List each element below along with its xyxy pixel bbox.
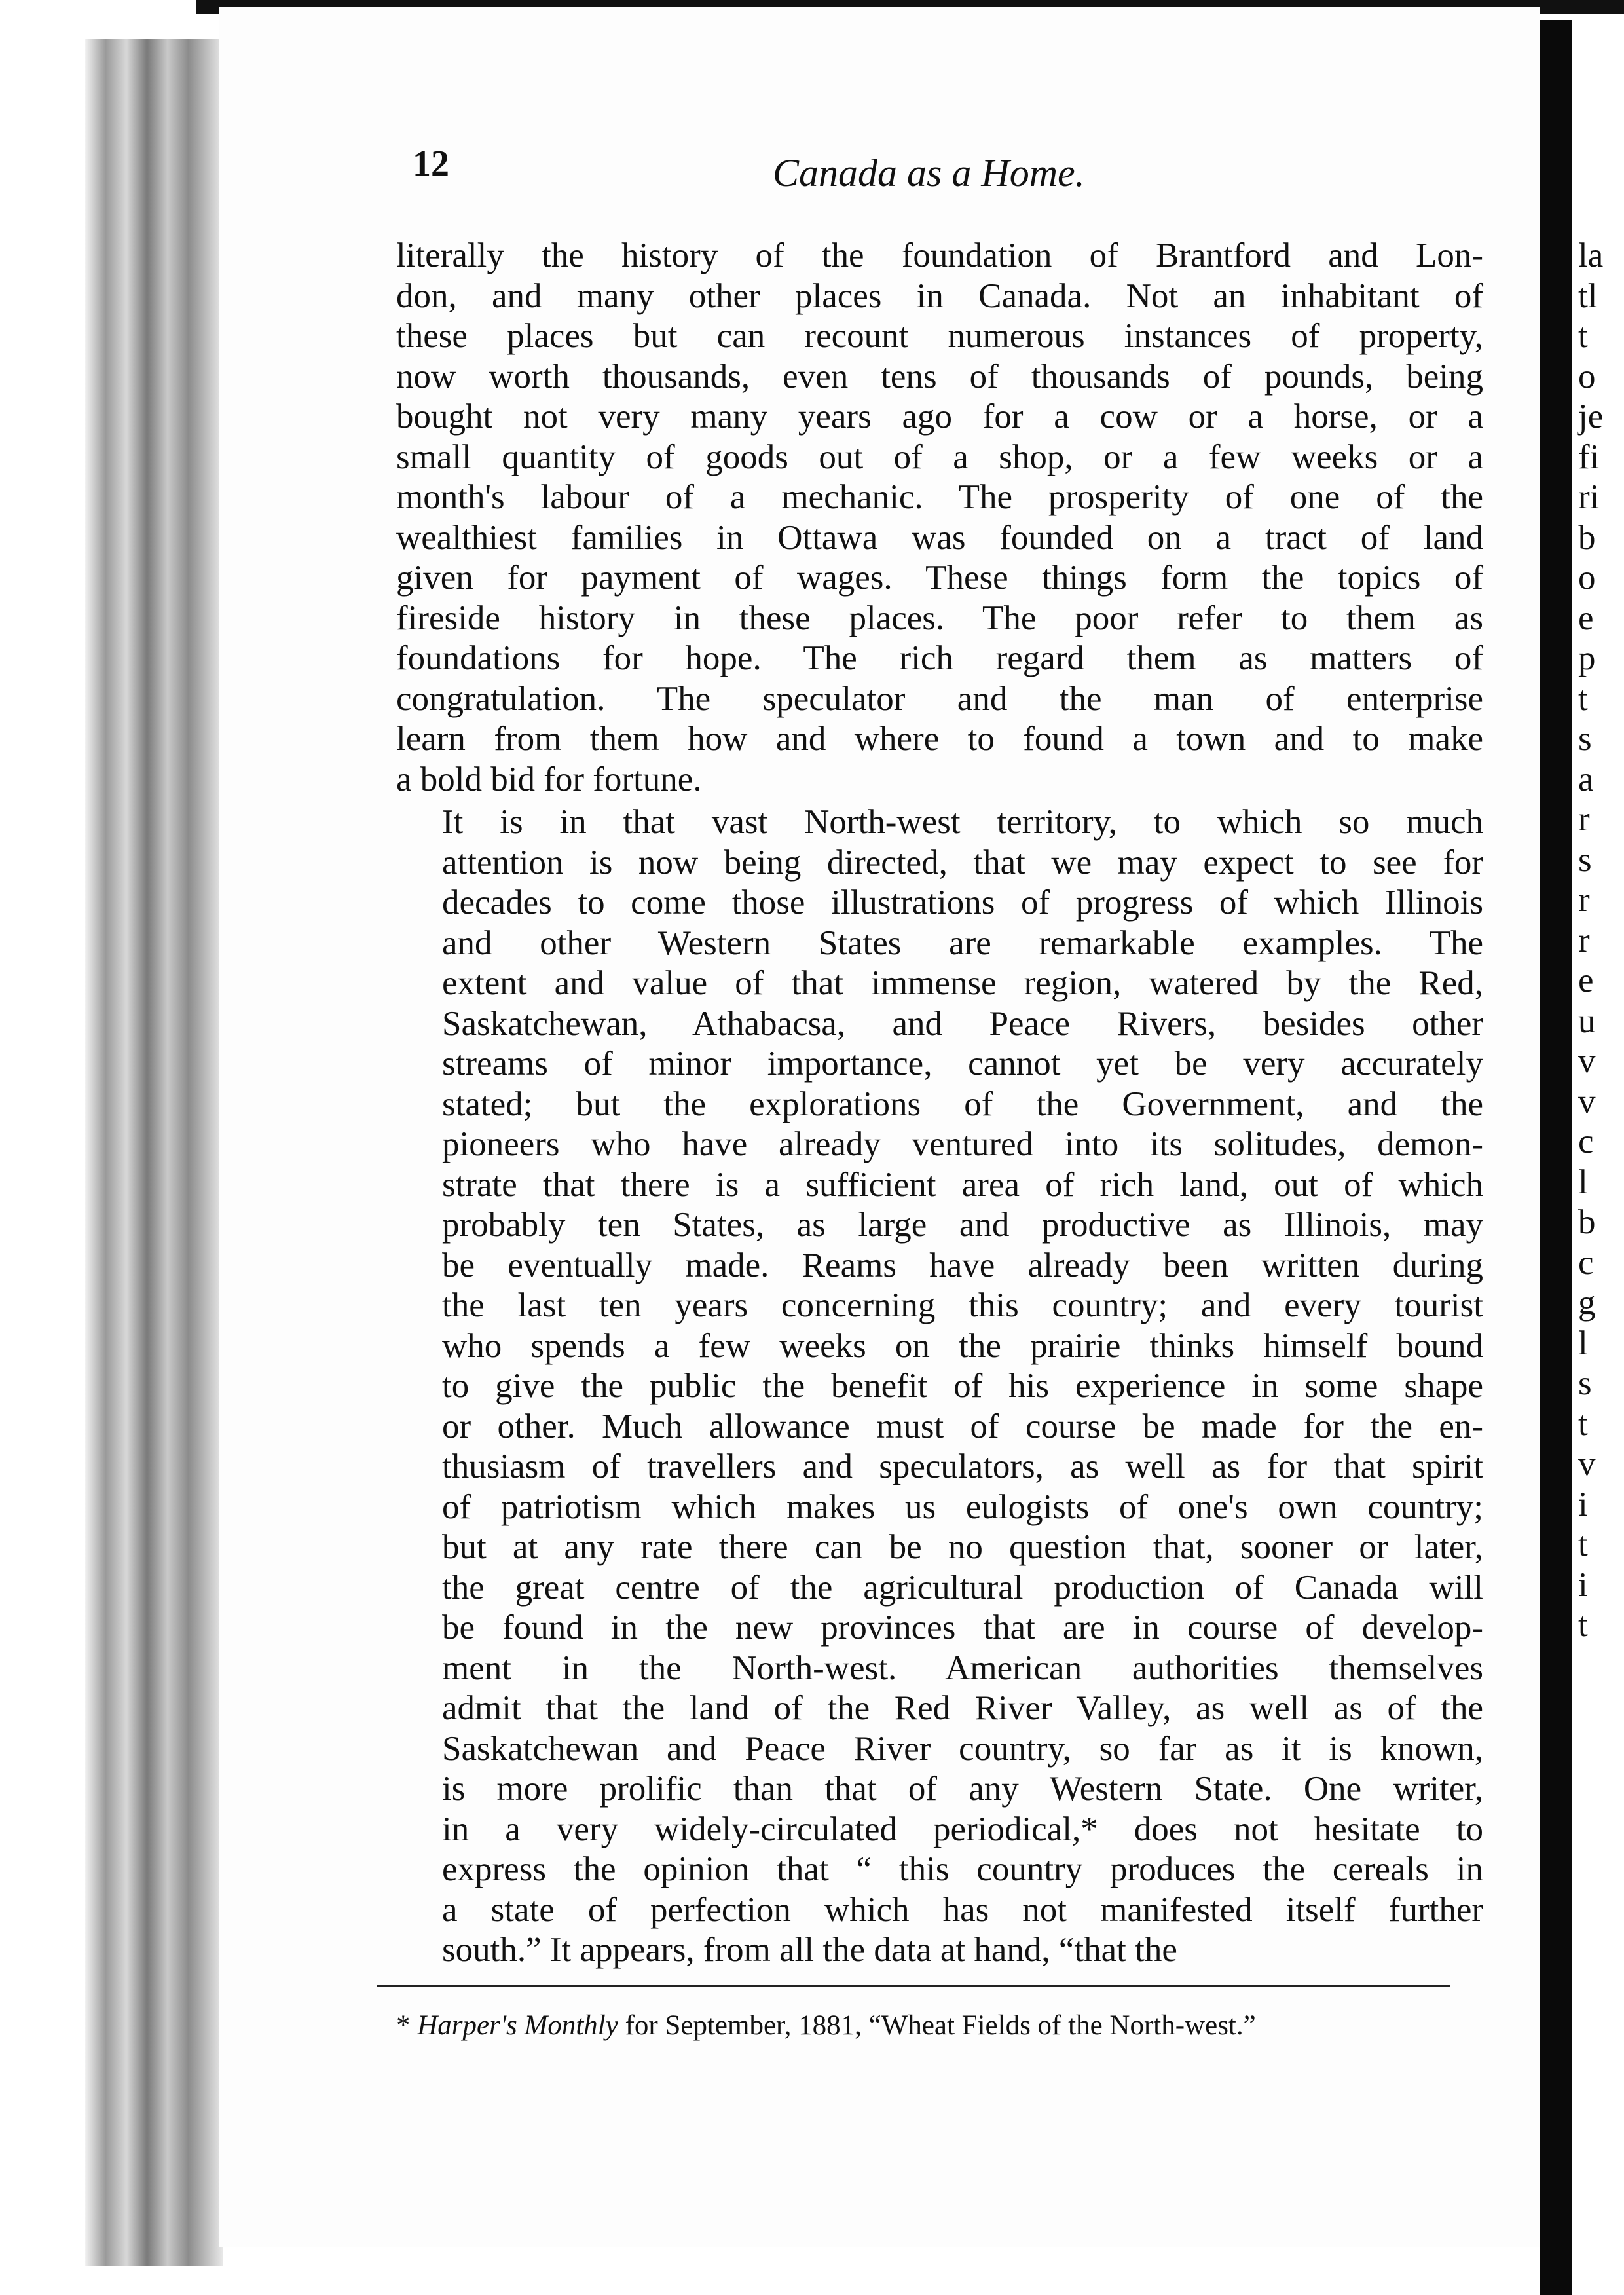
text-line: literally the history of the foundation of Brantford and Lon- (396, 236, 1483, 274)
text-line: decades to come those illustrations of progress of which Illinois (442, 884, 1483, 922)
text-line: learn from them how and where to found a town and to make (396, 720, 1483, 758)
text-line: Saskatchewan and Peace River country, so far as it is known, (442, 1729, 1483, 1768)
text-line: ment in the North-west. American authorities themselves (442, 1649, 1483, 1687)
next-page-letters: r (1578, 800, 1590, 838)
next-page-letters: o (1578, 559, 1596, 597)
paragraph-2 (396, 802, 1483, 1971)
text-line: and other Western States are remarkable examples. The (442, 924, 1483, 962)
next-page-letters: a (1578, 760, 1594, 798)
page-number: 12 (413, 143, 449, 184)
body-text (396, 236, 1483, 1971)
text-line: pioneers who have already ventured into its solitudes, demon- (442, 1125, 1483, 1163)
text-line: fireside history in these places. The poor refer to them as (396, 599, 1483, 637)
text-line: who spends a few weeks on the prairie thinks himself bound (442, 1326, 1483, 1365)
text-line: south.” It appears, from all the data at hand, “that the (442, 1931, 1177, 1969)
next-page-letters: p (1578, 639, 1596, 677)
text-line: It is in that vast North-west territory, to which so much (442, 803, 1483, 841)
next-page-letters: je (1578, 398, 1604, 436)
text-line: streams of minor importance, cannot yet be very accurately (442, 1045, 1483, 1083)
footnote-marker: * (396, 2010, 411, 2041)
text-line: stated; but the explorations of the Government, and the (442, 1085, 1483, 1123)
text-line: express the opinion that “ this country produces the cereals in (442, 1850, 1483, 1888)
next-page-letters: r (1578, 921, 1590, 960)
next-page-letters: c (1578, 1123, 1594, 1161)
page-stack-edge (85, 39, 223, 2266)
next-page-letters: l (1578, 1324, 1588, 1362)
text-line: given for payment of wages. These things form the topics of (396, 559, 1483, 597)
text-line: strate that there is a sufficient area of rich land, out of which (442, 1165, 1483, 1204)
next-page-letters: t (1578, 1606, 1588, 1644)
text-line: small quantity of goods out of a shop, or a few weeks or a (396, 438, 1483, 476)
text-line: now worth thousands, even tens of thousands of pounds, being (396, 357, 1483, 396)
text-line: extent and value of that immense region, watered by the Red, (442, 964, 1483, 1002)
text-line: the last ten years concerning this country; and every tourist (442, 1286, 1483, 1324)
next-page-letters: tl (1578, 276, 1598, 315)
next-page-letters: v (1578, 1445, 1596, 1483)
text-line: foundations for hope. The rich regard them as matters of (396, 639, 1483, 677)
text-line: bought not very many years ago for a cow or a horse, or a (396, 398, 1483, 436)
text-line: these places but can recount numerous instances of property, (396, 317, 1483, 355)
text-line: a bold bid for fortune. (396, 760, 702, 798)
next-page-letters: s (1578, 1364, 1592, 1402)
next-page-letters: i (1578, 1485, 1588, 1523)
next-page-letters: l (1578, 1163, 1588, 1201)
text-line: month's labour of a mechanic. The prosperity of one of the (396, 478, 1483, 516)
text-line: be eventually made. Reams have already been written during (442, 1246, 1483, 1284)
text-line: is more prolific than that of any Western State. One writer, (442, 1770, 1483, 1808)
text-line: probably ten States, as large and productive as Illinois, may (442, 1206, 1483, 1244)
text-line: congratulation. The speculator and the man of enterprise (396, 679, 1483, 718)
footnote-source: Harper's Monthly (417, 2010, 618, 2041)
text-line: but at any rate there can be no question that, sooner or later, (442, 1528, 1483, 1566)
next-page-letters: s (1578, 840, 1592, 879)
footnote-text: for September, 1881, “Wheat Fields of the North-west.” (625, 2010, 1256, 2041)
text-line: thusiasm of travellers and speculators, as well as for that spirit (442, 1447, 1483, 1485)
book-spine (1540, 20, 1572, 2295)
text-line: of patriotism which makes us eulogists of one's own country; (442, 1487, 1483, 1526)
text-line: in a very widely-circulated periodical,* does not hesitate to (442, 1810, 1483, 1848)
next-page-letters: t (1578, 317, 1588, 355)
text-line: attention is now being directed, that we may expect to see for (442, 843, 1483, 882)
next-page-letters: v (1578, 1082, 1596, 1121)
next-page-letters: b (1578, 518, 1596, 557)
next-page-letters: g (1578, 1284, 1596, 1322)
text-line: to give the public the benefit of his experience in some shape (442, 1367, 1483, 1405)
next-page-letters: fi (1578, 438, 1600, 476)
next-page-letters: la (1578, 236, 1604, 274)
next-page-letters: c (1578, 1243, 1594, 1282)
scan-margin (0, 0, 85, 2295)
running-title: Canada as a Home. (773, 151, 1085, 195)
paragraph-1 (396, 236, 1483, 800)
next-page-fragment (1578, 236, 1624, 1646)
next-page-letters: u (1578, 1001, 1596, 1040)
next-page-letters: r (1578, 881, 1590, 919)
next-page-letters: o (1578, 357, 1596, 396)
next-page-letters: ri (1578, 478, 1600, 516)
next-page-letters: b (1578, 1203, 1596, 1241)
next-page-letters: s (1578, 720, 1592, 758)
next-page-letters: e (1578, 599, 1594, 637)
text-line: or other. Much allowance must of course be made for the en- (442, 1407, 1483, 1446)
text-line: wealthiest families in Ottawa was founded on a tract of land (396, 518, 1483, 557)
next-page-letters: i (1578, 1565, 1588, 1604)
next-page-letters: t (1578, 1525, 1588, 1563)
next-page-letters: t (1578, 679, 1588, 718)
next-page-letters: t (1578, 1404, 1588, 1443)
text-line: the great centre of the agricultural production of Canada will (442, 1568, 1483, 1607)
footnote-rule (377, 1985, 1450, 1987)
text-line: don, and many other places in Canada. Not an inhabitant of (396, 276, 1483, 315)
text-line: be found in the new provinces that are in course of develop- (442, 1609, 1483, 1647)
text-line: Saskatchewan, Athabacsa, and Peace Rivers, besides other (442, 1004, 1483, 1043)
next-page-letters: e (1578, 961, 1594, 999)
footnote (396, 2009, 1509, 2042)
text-line: a state of perfection which has not manifested itself further (442, 1890, 1483, 1929)
next-page-letters: v (1578, 1042, 1596, 1080)
text-line: admit that the land of the Red River Valley, as well as of the (442, 1689, 1483, 1727)
